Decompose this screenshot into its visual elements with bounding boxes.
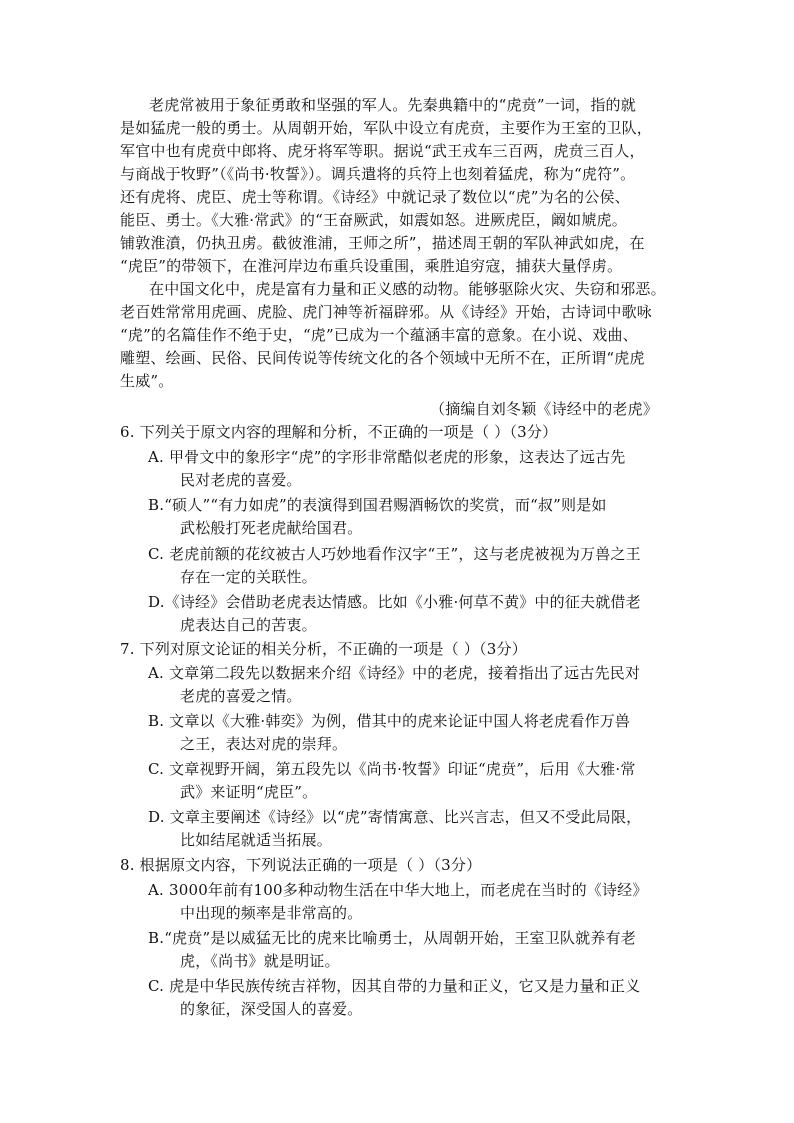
option-7b: B. 文章以《大雅·韩奕》为例，借其中的虎来论证中国人将老虎看作万兽 xyxy=(148,712,631,730)
question-8-stem: 8. 根据原文内容，下列说法正确的一项是（ ）（3分） xyxy=(120,856,482,874)
option-6a-cont: 民对老虎的喜爱。 xyxy=(180,471,302,489)
option-7a: A. 文章第二段先以数据来介绍《诗经》中的老虎，接着指出了远古先民对 xyxy=(148,664,641,682)
passage-line: 雕塑、绘画、民俗、民间传说等传统文化的各个领域中无所不在，正所谓“虎虎 xyxy=(120,349,645,367)
option-8a: A. 3000年前有100多种动物生活在中华大地上，而老虎在当时的《诗经》 xyxy=(148,881,648,899)
option-8b-cont: 虎，《尚书》就是明证。 xyxy=(180,952,340,970)
passage-line: 能臣、勇士。《大雅·常武》的“王奋厥武，如震如怒。进厥虎臣，阚如虓虎。 xyxy=(120,211,627,229)
passage-line: 是如猛虎一般的勇士。从周朝开始，军队中设立有虎贲，主要作为王室的卫队， xyxy=(120,119,653,137)
option-6c-cont: 存在一定的关联性。 xyxy=(180,568,317,586)
passage-line: 在中国文化中，虎是富有力量和正义感的动物。能够驱除火灾、失窃和邪恶。 xyxy=(149,280,666,298)
option-6b: B.“硕人”“有力如虎”的表演得到国君赐酒畅饮的奖赏，而“叔”则是如 xyxy=(148,496,607,514)
passage-line: “虎”的名篇佳作不绝于史，“虎”已成为一个蕴涵丰富的意象。在小说、戏曲、 xyxy=(120,326,638,344)
passage-line: 还有虎将、虎臣、虎士等称谓。《诗经》中就记录了数位以“虎”为名的公侯、 xyxy=(120,188,630,206)
option-6c: C. 老虎前额的花纹被古人巧妙地看作汉字“王”，这与老虎被视为万兽之王 xyxy=(148,545,641,563)
passage-line: 军官中也有虎贲中郎将、虎牙将军等职。据说“武王戎车三百两，虎贲三百人， xyxy=(120,142,645,160)
option-6a: A. 甲骨文中的象形字“虎”的字形非常酷似老虎的形象，这表达了远古先 xyxy=(148,448,626,466)
option-8c-cont: 的象征，深受国人的喜爱。 xyxy=(180,1000,363,1018)
passage-line: 与商战于牧野”（《尚书·牧誓》）。调兵遣将的兵符上也刻着猛虎，称为“虎符”。 xyxy=(120,165,636,183)
option-7c-cont: 武》来证明“虎臣”。 xyxy=(180,783,318,801)
option-6b-cont: 武松般打死老虎献给国君。 xyxy=(180,519,363,537)
option-7d: D. 文章主要阐述《诗经》以“虎”寄情寓意、比兴言志，但又不受此局限， xyxy=(148,808,642,826)
passage-line: 铺敦淮濆，仍执丑虏。截彼淮浦，王师之所”，描述周王朝的军队神武如虎，在 xyxy=(120,234,645,252)
question-7-stem: 7. 下列对原文论证的相关分析，不正确的一项是（ ）（3分） xyxy=(120,640,527,658)
option-7a-cont: 老虎的喜爱之情。 xyxy=(180,687,302,705)
option-6d: D.《诗经》会借助老虎表达情感。比如《小雅·何草不黄》中的征夫就借老 xyxy=(148,593,641,611)
option-6d-cont: 虎表达自己的苦衷。 xyxy=(180,616,317,634)
option-8c: C. 虎是中华民族传统吉祥物，因其自带的力量和正义，它又是力量和正义 xyxy=(148,977,641,995)
option-7b-cont: 之王，表达对虎的崇拜。 xyxy=(180,735,348,753)
passage-line: 老百姓常常用虎画、虎脸、虎门神等祈福辟邪。从《诗经》开始，古诗词中歌咏 xyxy=(120,303,653,321)
option-7d-cont: 比如结尾就适当拓展。 xyxy=(180,831,333,849)
option-7c: C. 文章视野开阔，第五段先以《尚书·牧誓》印证“虎贲”，后用《大雅·常 xyxy=(148,760,636,778)
source-citation: （摘编自刘冬颖《诗经中的老虎》 xyxy=(430,400,659,418)
option-8b: B.“虎贲”是以威猛无比的虎来比喻勇士，从周朝开始，王室卫队就养有老 xyxy=(148,929,636,947)
question-6-stem: 6. 下列关于原文内容的理解和分析，不正确的一项是（ ）（3分） xyxy=(120,423,558,441)
option-8a-cont: 中出现的频率是非常高的。 xyxy=(180,904,363,922)
passage-line: “虎臣”的带领下，在淮河岸边布重兵设重围，乘胜追穷寇，捕获大量俘虏。 xyxy=(120,257,623,275)
passage-line: 老虎常被用于象征勇敢和坚强的军人。先秦典籍中的“虎贲”一词，指的就 xyxy=(149,96,636,114)
passage-line: 生威”。 xyxy=(120,372,174,390)
